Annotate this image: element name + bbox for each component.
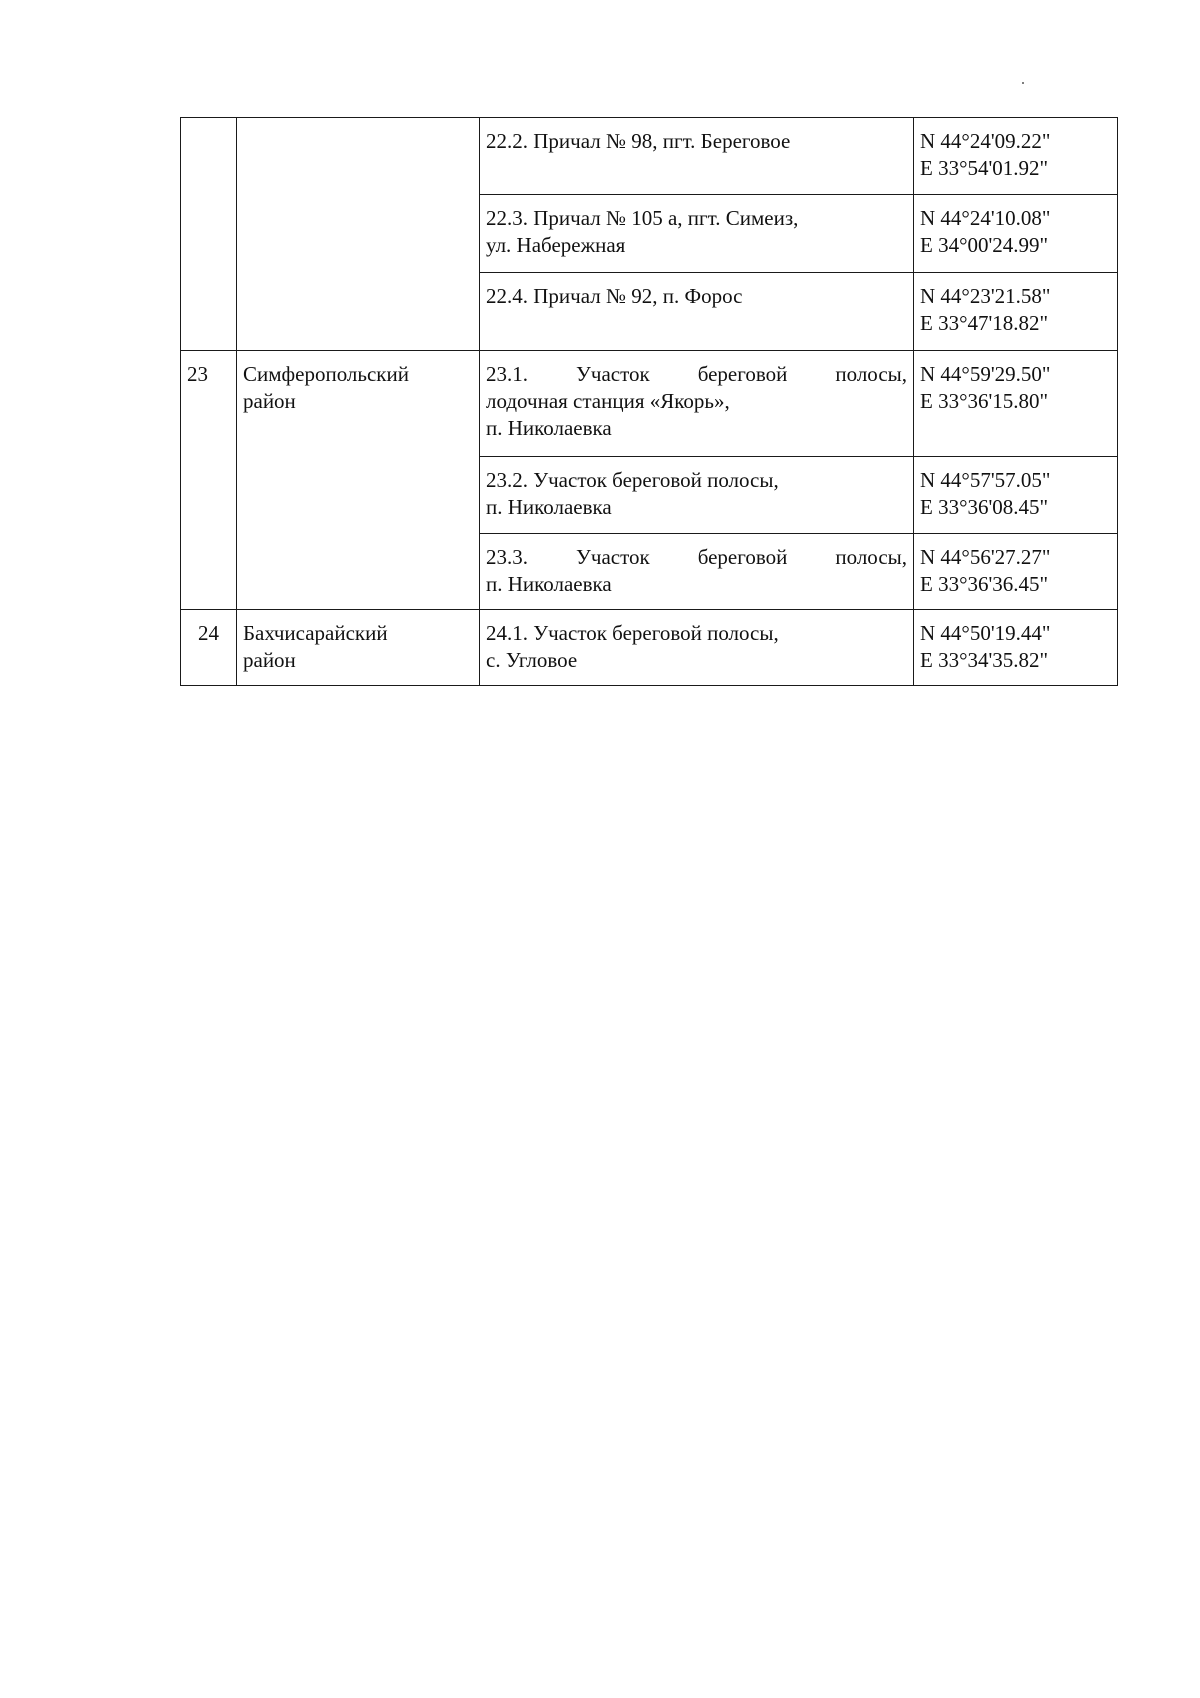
north-coordinate: N 44°24'10.08"	[920, 206, 1051, 230]
site-cell	[480, 273, 914, 351]
district-line: Симферопольский	[243, 362, 409, 386]
district-line: район	[243, 648, 296, 672]
district-cell	[237, 118, 480, 351]
north-coordinate: N 44°50'19.44"	[920, 621, 1051, 645]
east-coordinate: E 33°54'01.92"	[920, 156, 1049, 180]
east-coordinate: E 33°36'08.45"	[920, 495, 1049, 519]
coordinates-cell	[914, 351, 1118, 457]
site-cell	[480, 195, 914, 273]
district-cell	[237, 351, 480, 610]
east-coordinate: E 33°47'18.82"	[920, 311, 1049, 335]
site-line: 22.2. Причал № 98, пгт. Береговое	[486, 129, 791, 153]
site-cell	[480, 351, 914, 457]
table-row	[181, 118, 1118, 195]
district-cell	[237, 610, 480, 686]
row-number-cell	[181, 118, 237, 351]
row-number-cell: 23	[181, 351, 237, 610]
site-line: п. Николаевка	[486, 572, 612, 596]
site-line: с. Угловое	[486, 648, 578, 672]
site-line: 22.3. Причал № 105 а, пгт. Симеиз,	[486, 206, 799, 230]
coordinates-table	[180, 117, 1118, 686]
row-number-cell: 24	[181, 610, 237, 686]
coordinates-cell	[914, 195, 1118, 273]
site-line: п. Николаевка	[486, 495, 612, 519]
east-coordinate: E 34°00'24.99"	[920, 233, 1049, 257]
north-coordinate: N 44°56'27.27"	[920, 545, 1051, 569]
coordinates-cell	[914, 273, 1118, 351]
site-line: 24.1. Участок береговой полосы,	[486, 621, 779, 645]
table-row	[181, 610, 1118, 686]
coordinates-cell	[914, 610, 1118, 686]
north-coordinate: N 44°57'57.05"	[920, 468, 1051, 492]
coordinates-cell	[914, 534, 1118, 610]
site-cell	[480, 610, 914, 686]
site-line: 23.2. Участок береговой полосы,	[486, 468, 779, 492]
north-coordinate: N 44°23'21.58"	[920, 284, 1051, 308]
site-line: 22.4. Причал № 92, п. Форос	[486, 284, 743, 308]
site-line: п. Николаевка	[486, 416, 612, 440]
east-coordinate: E 33°36'36.45"	[920, 572, 1049, 596]
site-line: 23.1. Участок береговой полосы,	[486, 362, 907, 386]
district-line: Бахчисарайский	[243, 621, 388, 645]
coordinates-cell	[914, 118, 1118, 195]
east-coordinate: E 33°36'15.80"	[920, 389, 1049, 413]
district-line: район	[243, 389, 296, 413]
scan-speck	[1022, 82, 1024, 84]
east-coordinate: E 33°34'35.82"	[920, 648, 1049, 672]
site-cell	[480, 118, 914, 195]
site-cell	[480, 534, 914, 610]
coordinates-cell	[914, 457, 1118, 534]
table-row	[181, 351, 1118, 457]
site-cell	[480, 457, 914, 534]
site-line: 23.3. Участок береговой полосы,	[486, 545, 907, 569]
north-coordinate: N 44°59'29.50"	[920, 362, 1051, 386]
site-line: ул. Набережная	[486, 233, 626, 257]
north-coordinate: N 44°24'09.22"	[920, 129, 1051, 153]
site-line: лодочная станция «Якорь»,	[486, 389, 730, 413]
